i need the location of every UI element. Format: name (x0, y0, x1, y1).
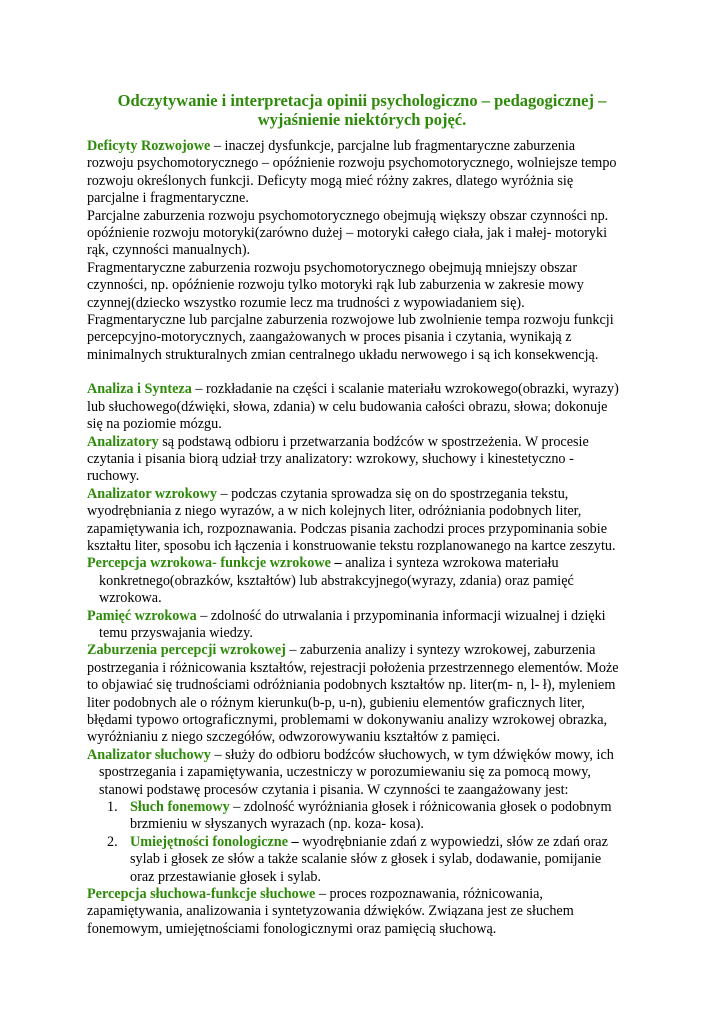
section-deficyty (87, 138, 642, 208)
text-line: wyodrębniania z niego wyrazów, a w nich kolejnych liter, odróżniania podobnych liter, (87, 503, 582, 520)
title-line-1: Odczytywanie i interpretacja opinii psychologiczno – pedagogicznej – (117, 91, 607, 110)
text-line: fonemowym, umiejętnościami fonologicznymi oraz pamięcią słuchową. (87, 920, 497, 937)
section-pamiec-wzrokowa (87, 608, 642, 643)
text-line: – zdolność do utrwalania i przypominania informacji wizualnej i dzięki (196, 607, 606, 624)
text-line: – inaczej dysfunkcje, parcjalne lub fragmentaryczne zaburzenia (210, 138, 576, 154)
text-line: – zdolność wyróżniania głosek i różnicowania głosek o podobnym (229, 799, 612, 816)
text-line: sylab i głosek ze słów a także scalanie słów z głosek i sylab, dodawanie, pomijanie (130, 851, 602, 868)
text-line: – rozkładanie na części i scalanie materiału wzrokowego(obrazki, wyrazy) (191, 381, 619, 398)
text-line: temu przyswajania wiedzy. (99, 624, 253, 641)
text-line: analiza i synteza wzrokowa materiału (341, 555, 559, 572)
text-dash: – (288, 833, 299, 850)
section-percepcja-sluchowa (87, 886, 642, 938)
page-title (88, 91, 636, 129)
section-analizatory (87, 434, 642, 486)
text-line: percepcyjno-motorycznych, zaangażowanych w proces pisania i czytania, wynikają z (87, 329, 572, 346)
term-analizatory: Analizatory (87, 433, 159, 450)
paragraph-spacer (87, 364, 642, 381)
text-line: błędami typowo ortograficznymi, problemami w dokonywaniu analizy wzrokowej obrazka, (87, 712, 608, 728)
text-line: zapamiętywania ich, rozpoznawania. Podczas pisania zachodzi proces przypominania sobie (87, 520, 607, 537)
text-line: konkretnego(obrazków, kształtów) lub abstrakcyjnego(wyrazy, zdania) oraz pamięć (99, 572, 574, 589)
text-line: – służy do odbioru bodźców słuchowych, w tym dźwięków mowy, ich (210, 746, 614, 763)
list-item (87, 799, 642, 834)
text-line: opóźnienie rozwoju motoryki(zarówno dużej – motoryki całego ciała, jak i małej- motoryki (87, 225, 608, 242)
list-number: 2. (107, 833, 118, 850)
term-pamiec-wzrokowa: Pamięć wzrokowa (87, 607, 197, 624)
section-analiza-synteza (87, 381, 642, 433)
term-deficyty-rozwojowe: Deficyty Rozwojowe (87, 138, 211, 154)
paragraph-fragmentaryczne (87, 260, 642, 312)
text-line: minimalnych strukturalnych zmian centralnego układu nerwowego i są ich konsekwencją. (87, 346, 599, 363)
text-line: postrzegania i różnicowania kształtów, rejestracji położenia przestrzennego elementów. Może (87, 659, 619, 676)
term-sluch-fonemowy: Słuch fonemowy (130, 799, 230, 816)
text-line: Fragmentaryczne zaburzenia rozwoju psychomotorycznego obejmują mniejszy obszar (87, 259, 578, 276)
section-analizator-sluchowy (87, 747, 642, 799)
term-analizator-sluchowy: Analizator słuchowy (87, 746, 211, 763)
text-line: ruchowy. (87, 468, 140, 485)
term-percepcja-sluchowa: Percepcja słuchowa-funkcje słuchowe (87, 886, 316, 903)
text-line: rozwoju określonych funkcji. Deficyty mogą mieć różny zakres, dlatego wyróżnia się (87, 172, 574, 189)
text-line: lub słuchowego(dźwięki, słowa, zdania) w celu budowania całości obrazu, słowa; dokonuje (87, 398, 608, 415)
text-line: brzmieniu w słyszanych wyrazach (np. koza- kosa). (130, 816, 424, 833)
paragraph-percepcyjno-motoryczne (87, 312, 642, 364)
text-line: – proces rozpoznawania, różnicowania, (315, 886, 543, 903)
text-line: to objawiać się trudnościami odróżniania podobnych kształtów np. liter(m- n, l- ł), myleniem (87, 677, 616, 694)
section-zaburzenia-percepcji (87, 642, 642, 746)
text-line: Parcjalne zaburzenia rozwoju psychomotorycznego obejmują większy obszar czynności np. (87, 207, 609, 224)
term-analizator-wzrokowy: Analizator wzrokowy (87, 485, 217, 502)
text-line: kształtu liter, sposobu ich łączenia i konstruowanie tekstu rozplanowanego na kartce zeszytu. (87, 537, 616, 554)
list-number: 1. (107, 799, 118, 816)
text-line: czynnej(dziecko wszystko rozumie lecz ma trudności z wypowiadaniem się). (87, 294, 525, 311)
text-line: się na poziomie mózgu. (87, 416, 222, 433)
text-line: liter podobnych ale o różnym kierunku(b-p, u-n), gubieniu elementów graficznych liter, (87, 694, 585, 711)
term-analiza-synteza: Analiza i Synteza (87, 381, 192, 398)
title-line-2: wyjaśnienie niektórych pojęć. (257, 110, 467, 129)
text-dash: – (330, 555, 342, 572)
text-line: wyróżnianiu z niego szczegółów, odwzorowywaniu kształtów z pamięci. (87, 729, 501, 746)
section-analizator-wzrokowy (87, 486, 642, 556)
text-line: parcjalne i fragmentaryczne. (87, 190, 249, 207)
text-line: spostrzegania i zapamiętywania, uczestniczy w porozumiewaniu się za pomocą mowy, (99, 764, 591, 781)
text-line: czynności, np. opóźnienie rozwoju tylko motoryki rąk lub zaburzenia w zakresie mowy (87, 277, 584, 294)
numbered-list (87, 799, 642, 886)
text-line: – podczas czytania sprowadza się on do spostrzegania tekstu, (216, 485, 569, 502)
text-line: oraz przestawianie głosek i sylab. (130, 868, 322, 885)
section-percepcja-wzrokowa (87, 555, 642, 607)
term-umiejetnosci-fonologiczne: Umiejętności fonologiczne (130, 833, 288, 850)
text-line: stanowi podstawę procesów czytania i pisania. W czynności te zaangażowany jest: (99, 781, 569, 798)
text-line: rąk, czynności manualnych). (87, 242, 251, 259)
text-line: czytania i pisania biorą udział trzy analizatory: wzrokowy, słuchowy i kinestetyczno - (87, 450, 574, 467)
term-percepcja-wzrokowa: Percepcja wzrokowa- funkcje wzrokowe (87, 555, 331, 572)
text-line: zapamiętywania, analizowania i syntetyzowania dźwięków. Związana jest ze słuchem (87, 903, 574, 920)
text-line: Fragmentaryczne lub parcjalne zaburzenia rozwojowe lub zwolnienie tempa rozwoju funkcji (87, 312, 614, 329)
term-zaburzenia-percepcji-wzrokowej: Zaburzenia percepcji wzrokowej (87, 642, 286, 659)
paragraph-parcjalne (87, 208, 642, 260)
text-line: wyodrębnianie zdań z wypowiedzi, słów ze zdań oraz (298, 833, 608, 850)
document-body (87, 138, 642, 938)
text-line: – zaburzenia analizy i syntezy wzrokowej, zaburzenia (285, 642, 596, 659)
text-line: wzrokowa. (99, 590, 162, 607)
text-line: rozwoju psychomotorycznego – opóźnienie rozwoju psychomotorycznego, wolniejsze tempo (87, 155, 617, 172)
list-item (87, 834, 642, 886)
text-line: są podstawą odbioru i przetwarzania bodźców w spostrzeżenia. W procesie (158, 433, 589, 450)
